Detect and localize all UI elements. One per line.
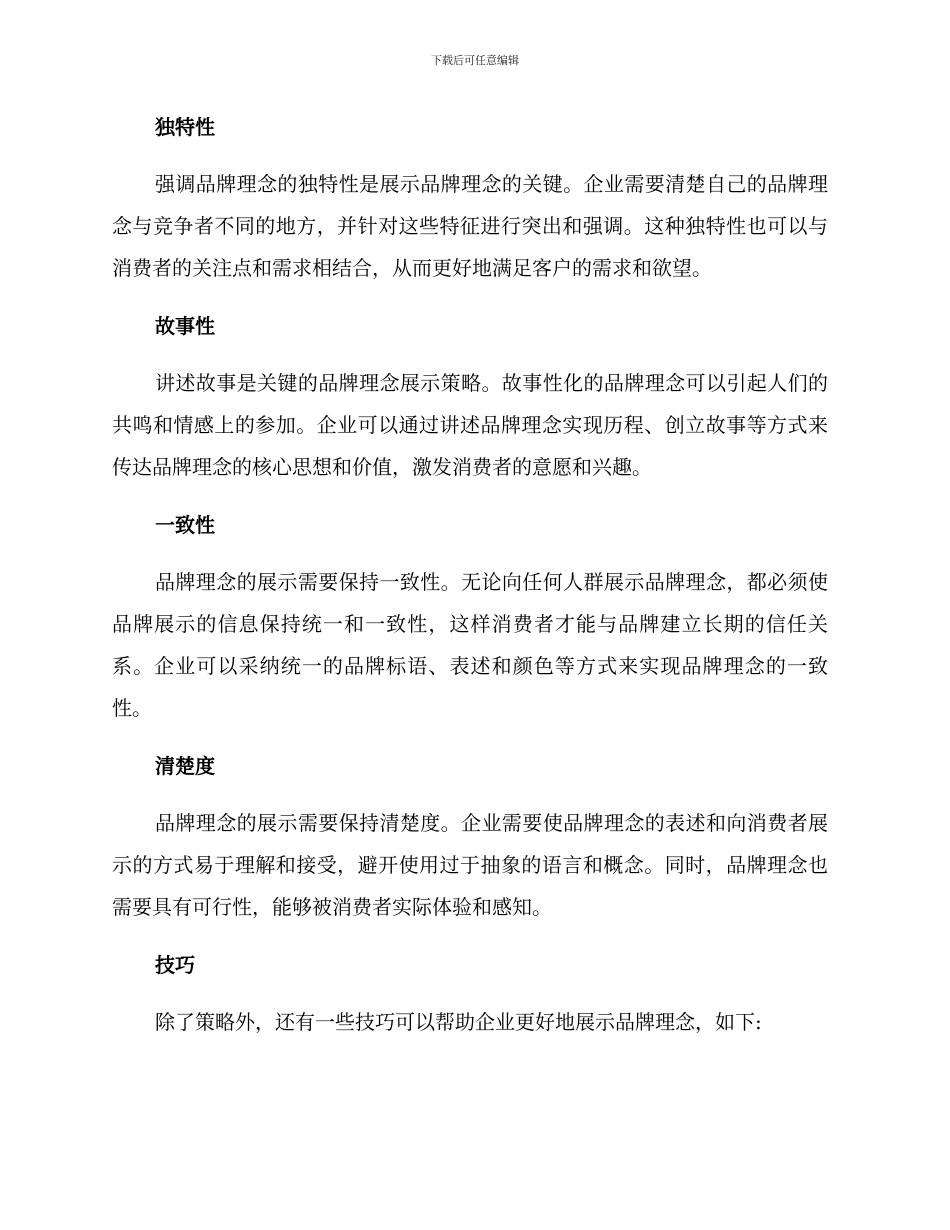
section-paragraph: 品牌理念的展示需要保持清楚度。企业需要使品牌理念的表述和向消费者展示的方式易于理解和接受，避开使用过于抽象的语言和概念。同时，品牌理念也需要具有可行性，能够被消费者实际体验和感知。 [112,811,828,919]
document-body [112,111,828,1043]
section-heading: 独特性 [155,115,215,139]
section-heading: 一致性 [155,513,215,537]
section-paragraph: 强调品牌理念的独特性是展示品牌理念的关键。企业需要清楚自己的品牌理念与竞争者不同的地方，并针对这些特征进行突出和强调。这种独特性也可以与消费者的关注点和需求相结合，从而更好地满足客户的需求和欲望。 [112,172,828,280]
section-techniques [112,949,828,1043]
section-heading: 故事性 [155,314,215,338]
section-consistency [112,509,828,729]
section-heading: 技巧 [155,953,195,977]
section-uniqueness [112,111,828,289]
section-clarity [112,750,828,928]
page-header-note: 下载后可任意编辑 [431,54,519,67]
section-heading: 清楚度 [155,754,215,778]
section-paragraph: 除了策略外，还有一些技巧可以帮助企业更好地展示品牌理念，如下: [155,1010,762,1034]
section-paragraph: 品牌理念的展示需要保持一致性。无论向任何人群展示品牌理念，都必须使品牌展示的信息保持统一和一致性，这样消费者才能与品牌建立长期的信任关系。企业可以采纳统一的品牌标语、表述和颜色等方式来实现品牌理念的一致性。 [112,570,828,720]
section-paragraph: 讲述故事是关键的品牌理念展示策略。故事性化的品牌理念可以引起人们的共鸣和情感上的参加。企业可以通过讲述品牌理念实现历程、创立故事等方式来传达品牌理念的核心思想和价值，激发消费者的意愿和兴趣。 [112,371,828,479]
section-storytelling [112,310,828,488]
